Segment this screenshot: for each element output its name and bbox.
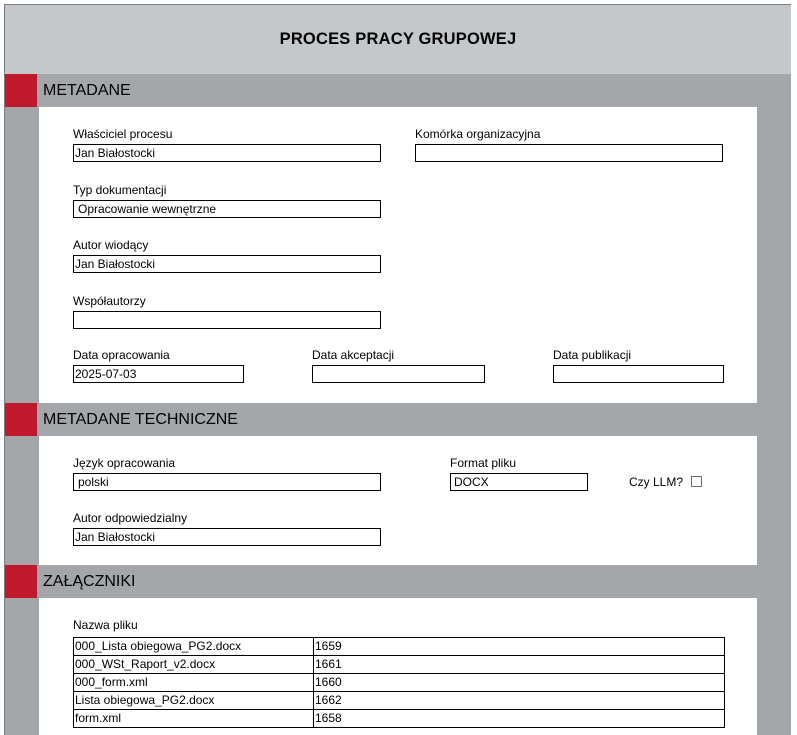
- lead-author-label: Autor wiodący: [73, 238, 149, 252]
- llm-checkbox[interactable]: [691, 476, 702, 487]
- unit-label: Komórka organizacyjna: [415, 127, 541, 141]
- section-accent: [5, 565, 37, 598]
- doc-type-label: Typ dokumentacji: [73, 183, 167, 197]
- file-id-cell: 1661: [314, 656, 725, 674]
- file-id-cell: 1662: [314, 692, 725, 710]
- title-bar: [5, 5, 791, 74]
- table-row: [74, 710, 725, 728]
- file-name-column-label: Nazwa pliku: [73, 618, 138, 632]
- language-select[interactable]: polski: [73, 473, 381, 491]
- table-row: [74, 638, 725, 656]
- file-name-cell: 000_Lista obiegowa_PG2.docx: [74, 638, 314, 656]
- unit-field[interactable]: [415, 144, 723, 162]
- table-row: [74, 656, 725, 674]
- section-accent: [5, 403, 37, 436]
- lead-author-field[interactable]: Jan Białostocki: [73, 255, 381, 273]
- section-header-attachments: [5, 565, 791, 598]
- table-row: [74, 692, 725, 710]
- section-title-technical: METADANE TECHNICZNE: [43, 411, 238, 428]
- coauthors-label: Współautorzy: [73, 294, 146, 308]
- file-format-select[interactable]: DOCX: [450, 473, 588, 491]
- attachments-table: [73, 637, 725, 728]
- document-title: PROCES PRACY GRUPOWEJ: [279, 30, 517, 48]
- owner-label: Właściciel procesu: [73, 127, 173, 141]
- coauthors-field[interactable]: [73, 311, 381, 329]
- file-id-cell: 1659: [314, 638, 725, 656]
- date-published-field[interactable]: [553, 365, 724, 383]
- section-title-attachments: ZAŁĄCZNIKI: [43, 573, 136, 590]
- llm-label: Czy LLM?: [629, 475, 684, 489]
- file-name-cell: 000_form.xml: [74, 674, 314, 692]
- document-page: [4, 4, 791, 735]
- date-prepared-field[interactable]: 2025-07-03: [73, 365, 244, 383]
- file-name-cell: Lista obiegowa_PG2.docx: [74, 692, 314, 710]
- file-name-cell: 000_WSt_Raport_v2.docx: [74, 656, 314, 674]
- responsible-author-field[interactable]: Jan Białostocki: [73, 528, 381, 546]
- table-row: [74, 674, 725, 692]
- file-format-label: Format pliku: [450, 456, 517, 470]
- owner-field[interactable]: Jan Białostocki: [73, 144, 381, 162]
- section-title-metadata: METADANE: [43, 82, 131, 99]
- technical-panel: [39, 436, 757, 565]
- file-name-cell: form.xml: [74, 710, 314, 728]
- file-id-cell: 1658: [314, 710, 725, 728]
- responsible-author-label: Autor odpowiedzialny: [73, 511, 188, 525]
- doc-type-select[interactable]: Opracowanie wewnętrzne: [73, 200, 381, 218]
- date-accepted-label: Data akceptacji: [312, 348, 395, 362]
- date-published-label: Data publikacji: [553, 348, 632, 362]
- metadata-panel: [39, 107, 757, 403]
- date-prepared-label: Data opracowania: [73, 348, 170, 362]
- section-header-technical: [5, 403, 791, 436]
- file-id-cell: 1660: [314, 674, 725, 692]
- section-accent: [5, 74, 37, 107]
- section-header-metadata: [5, 74, 791, 107]
- language-label: Język opracowania: [73, 456, 176, 470]
- date-accepted-field[interactable]: [312, 365, 485, 383]
- attachments-panel: [39, 598, 757, 735]
